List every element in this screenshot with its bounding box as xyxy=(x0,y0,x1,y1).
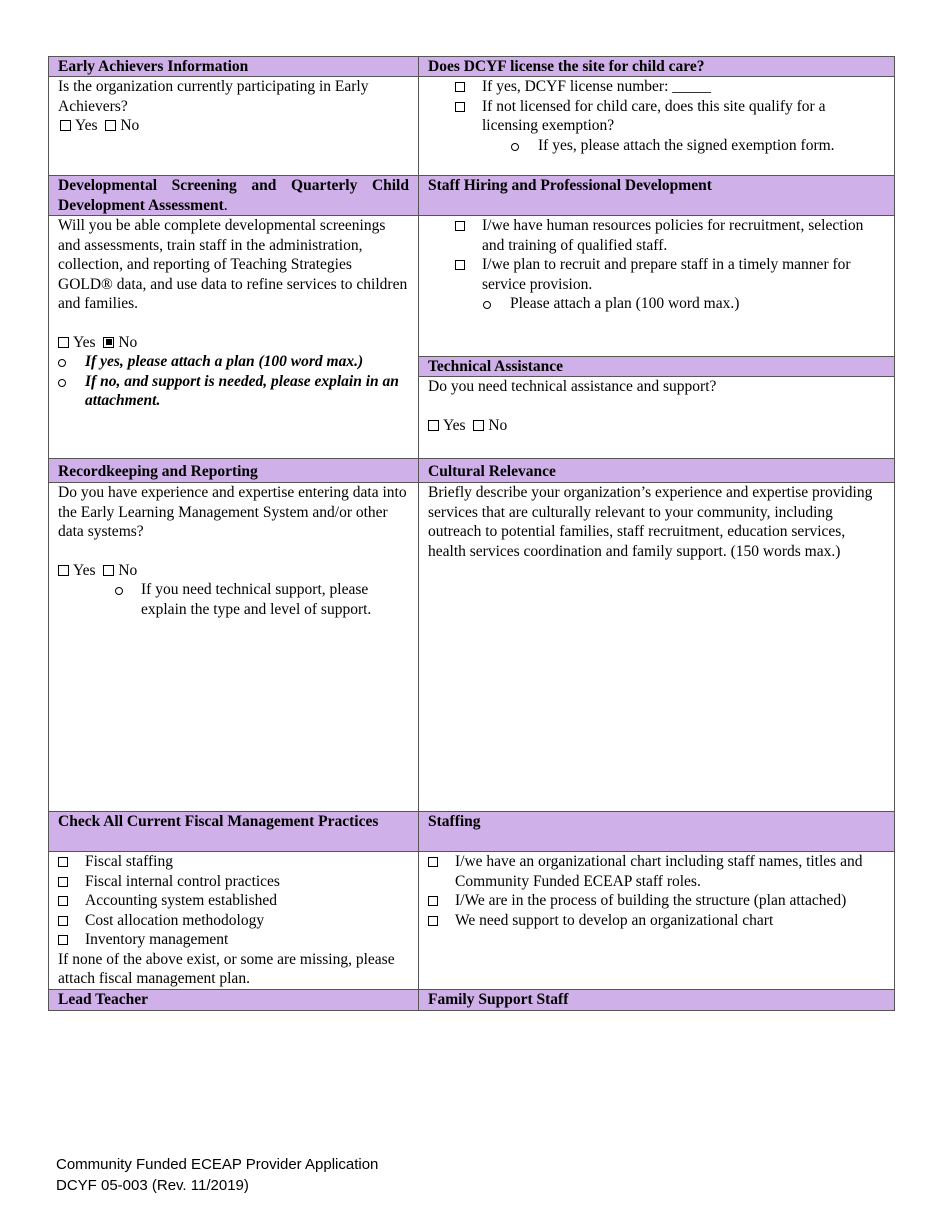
license-number-checkbox[interactable] xyxy=(455,82,465,92)
hiring-item-policies: I/we have human resources policies for recruitment, selection and training of qualified staff. xyxy=(455,216,885,255)
staffing-body xyxy=(418,851,895,990)
license-exemption-checkbox[interactable] xyxy=(455,102,465,112)
recordkeeping-header: Recordkeeping and Reporting xyxy=(48,458,419,483)
staffing-item-building: I/We are in the process of building the structure (plan attached) xyxy=(428,891,885,911)
early-achievers-no-checkbox[interactable] xyxy=(105,120,116,131)
staffing-item-org-chart: I/we have an organizational chart including staff names, titles and Community Funded ECEAP staff roles. xyxy=(428,852,885,891)
fiscal-body xyxy=(48,851,419,990)
recordkeeping-no-checkbox[interactable] xyxy=(103,565,114,576)
early-achievers-header: Early Achievers Information xyxy=(48,56,419,77)
bullet-circle-icon xyxy=(511,143,519,151)
hiring-sub-bullet: Please attach a plan (100 word max.) xyxy=(455,294,885,314)
fiscal-item-cost-allocation: Cost allocation methodology xyxy=(58,911,409,931)
screening-header-period: . xyxy=(223,196,228,214)
technical-assistance-no-checkbox[interactable] xyxy=(473,420,484,431)
early-achievers-yes-label: Yes xyxy=(75,117,98,134)
recordkeeping-no-label: No xyxy=(118,561,138,579)
early-achievers-question: Is the organization currently participating in Early Achievers? xyxy=(58,78,369,115)
fiscal-item-accounting: Accounting system established xyxy=(58,891,409,911)
screening-bullet-no: If no, and support is needed, please explain in an attachment. xyxy=(58,372,409,411)
footer-title: Community Funded ECEAP Provider Application xyxy=(56,1156,379,1173)
staffing-support-checkbox[interactable] xyxy=(428,916,438,926)
fiscal-staffing-checkbox[interactable] xyxy=(58,857,68,867)
technical-assistance-body xyxy=(418,376,895,459)
technical-assistance-yes-checkbox[interactable] xyxy=(428,420,439,431)
license-header: Does DCYF license the site for child care? xyxy=(418,56,895,77)
recordkeeping-options xyxy=(58,561,409,581)
bullet-circle-icon xyxy=(58,379,66,387)
screening-bullet-yes: If yes, please attach a plan (100 word max.) xyxy=(58,352,409,372)
hiring-policies-checkbox[interactable] xyxy=(455,221,465,231)
screening-body xyxy=(48,215,419,459)
fiscal-inventory-checkbox[interactable] xyxy=(58,935,68,945)
license-item-exemption: If not licensed for child care, does this site qualify for a licensing exemption? xyxy=(455,97,885,136)
fiscal-item-inventory: Inventory management xyxy=(58,930,409,950)
screening-yes-label: Yes xyxy=(73,333,96,351)
license-body xyxy=(418,76,895,176)
staffing-building-checkbox[interactable] xyxy=(428,896,438,906)
screening-options xyxy=(58,333,409,353)
lead-teacher-header: Lead Teacher xyxy=(48,989,419,1011)
screening-no-label: No xyxy=(118,333,138,351)
fiscal-header: Check All Current Fiscal Management Practices xyxy=(48,811,419,852)
fiscal-item-internal-control: Fiscal internal control practices xyxy=(58,872,409,892)
fiscal-internal-control-checkbox[interactable] xyxy=(58,877,68,887)
cultural-relevance-text: Briefly describe your organization’s experience and expertise providing services that are culturally relevant to your community, including outreach to potential families, staff recruitment, education services, health services coordination and family support. (150 words max.) xyxy=(428,484,873,560)
recordkeeping-yes-checkbox[interactable] xyxy=(58,565,69,576)
fiscal-item-staffing: Fiscal staffing xyxy=(58,852,409,872)
hiring-item-recruit: I/we plan to recruit and prepare staff in a timely manner for service provision. xyxy=(455,255,885,294)
screening-yes-checkbox[interactable] xyxy=(58,337,69,348)
early-achievers-body xyxy=(48,76,419,176)
staffing-item-support: We need support to develop an organizational chart xyxy=(428,911,885,931)
screening-header xyxy=(48,175,419,216)
technical-assistance-no-label: No xyxy=(488,416,508,434)
fiscal-cost-allocation-checkbox[interactable] xyxy=(58,916,68,926)
hiring-recruit-checkbox[interactable] xyxy=(455,260,465,270)
hiring-body xyxy=(418,215,895,357)
early-achievers-yes-checkbox[interactable] xyxy=(60,120,71,131)
license-sub-bullet: If yes, please attach the signed exemption form. xyxy=(455,136,885,156)
bullet-circle-icon xyxy=(115,587,123,595)
recordkeeping-question: Do you have experience and expertise entering data into the Early Learning Management System and/or other data systems? xyxy=(58,484,407,540)
technical-assistance-options xyxy=(428,416,885,436)
technical-assistance-question: Do you need technical assistance and support? xyxy=(428,378,717,395)
technical-assistance-header: Technical Assistance xyxy=(418,356,895,377)
bullet-circle-icon xyxy=(483,301,491,309)
page-footer xyxy=(56,1154,378,1196)
early-achievers-options xyxy=(58,116,409,136)
early-achievers-no-label: No xyxy=(120,117,140,134)
fiscal-note: If none of the above exist, or some are missing, please attach fiscal management plan. xyxy=(58,950,395,987)
screening-header-text: Developmental Screening and Quarterly Child Development Assessment xyxy=(58,177,409,214)
hiring-header: Staff Hiring and Professional Development xyxy=(418,175,895,216)
technical-assistance-yes-label: Yes xyxy=(443,416,466,434)
fiscal-accounting-checkbox[interactable] xyxy=(58,896,68,906)
cultural-relevance-header: Cultural Relevance xyxy=(418,458,895,483)
bullet-circle-icon xyxy=(58,359,66,367)
screening-question: Will you be able complete developmental screenings and assessments, train staff in the administration, collection, and reporting of Teaching Strategies GOLD® data, and use data to refine services to children and families. xyxy=(58,217,408,312)
family-support-header: Family Support Staff xyxy=(418,989,895,1011)
footer-form-number: DCYF 05-003 (Rev. 11/2019) xyxy=(56,1177,249,1194)
license-item-number: If yes, DCYF license number: _____ xyxy=(455,77,885,97)
recordkeeping-bullet: If you need technical support, please explain the type and level of support. xyxy=(58,580,409,619)
staffing-header: Staffing xyxy=(418,811,895,852)
recordkeeping-yes-label: Yes xyxy=(73,561,96,579)
staffing-org-chart-checkbox[interactable] xyxy=(428,857,438,867)
screening-no-checkbox-checked[interactable] xyxy=(103,337,114,348)
recordkeeping-body xyxy=(48,482,419,812)
cultural-relevance-body xyxy=(418,482,895,812)
